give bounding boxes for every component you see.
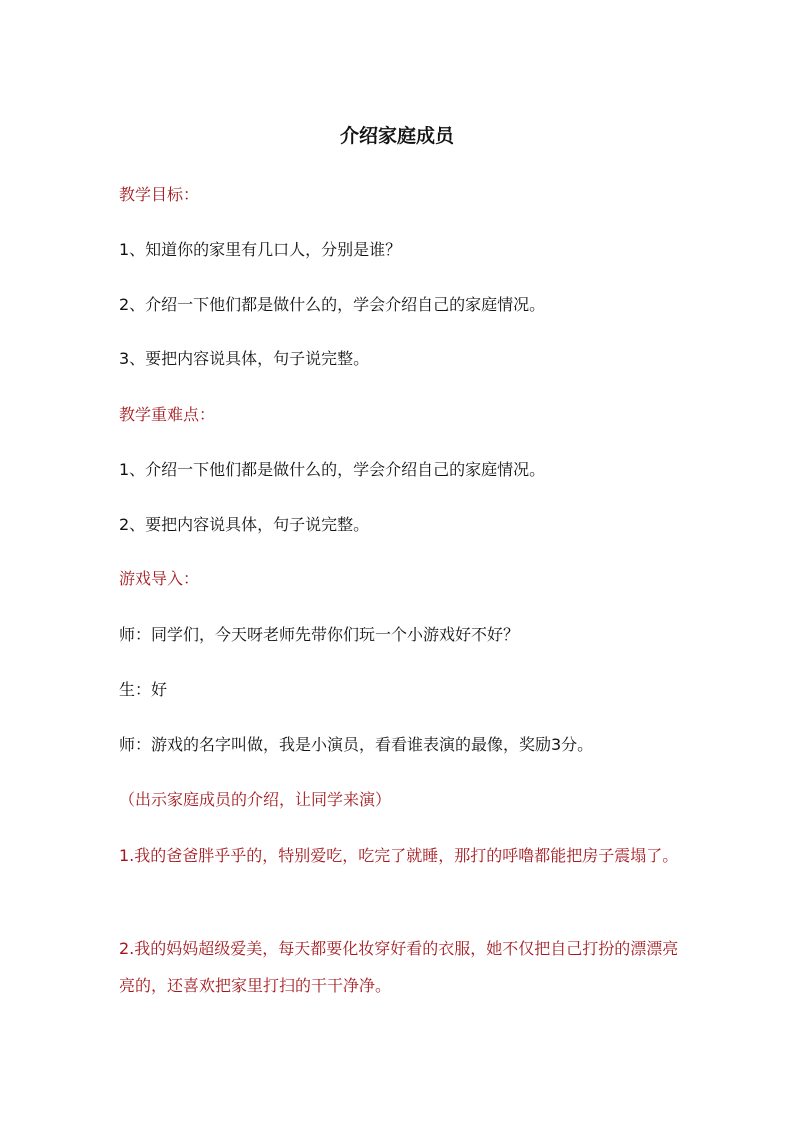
intro-heading: 游戏导入： [119,569,200,588]
goal-item-3: 3、要把内容说具体，句子说完整。 [119,349,370,368]
key-points-heading: 教学重难点： [119,405,216,424]
dialogue-line-3: 师：游戏的名字叫做，我是小演员，看看谁表演的最像，奖励3分。 [119,735,594,754]
dialogue-line-1: 师：同学们，今天呀老师先带你们玩一个小游戏好不好？ [119,625,520,644]
page-title: 介绍家庭成员 [339,125,454,147]
family-item-2: 2.我的妈妈超级爱美，每天都要化妆穿好看的衣服，她不仅把自己打扮的漂漂亮亮的，还喜欢把家里打扫的干干净净。 [119,939,679,995]
goal-item-2: 2、介绍一下他们都是做什么的，学会介绍自己的家庭情况。 [119,295,546,314]
family-item-1: 1.我的爸爸胖乎乎的，特别爱吃，吃完了就睡，那打的呼噜都能把房子震塌了。 [119,846,679,865]
goals-heading: 教学目标： [119,185,200,204]
goal-item-1: 1、知道你的家里有几口人，分别是谁？ [119,240,402,259]
instruction-note: （出示家庭成员的介绍，让同学来演） [119,790,392,809]
key-point-item-1: 1、介绍一下他们都是做什么的，学会介绍自己的家庭情况。 [119,460,546,479]
dialogue-line-2: 生：好 [119,680,168,699]
key-point-item-2: 2、要把内容说具体，句子说完整。 [119,515,370,534]
